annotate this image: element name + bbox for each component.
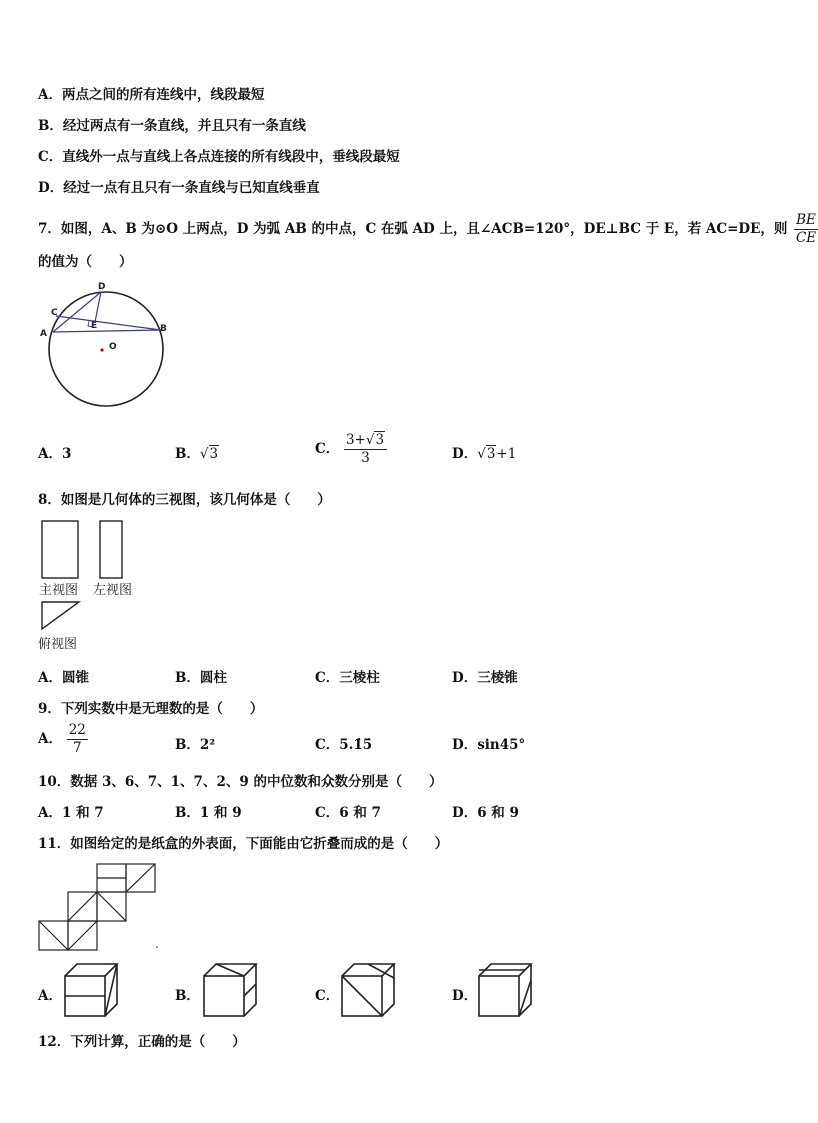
q7-option-c-prefix: C． — [315, 441, 340, 457]
q10-option-a: A．1 和 7 — [38, 805, 104, 821]
point-e-label: E — [91, 321, 98, 331]
q7-option-d-suffix: +1 — [496, 446, 517, 462]
q7-option-b-radicand: 3 — [209, 446, 219, 462]
q11-option-d-cube — [477, 962, 541, 1022]
q9-option-d: D．sin45° — [452, 737, 526, 753]
q11-option-a-cube — [63, 962, 123, 1022]
q11-option-c-cube — [340, 962, 400, 1022]
top-view-label: 俯视图 — [38, 637, 78, 652]
q7-option-d-sqrt: √3 — [477, 446, 496, 462]
q9-option-b: B．2² — [175, 737, 216, 753]
q6-option-a: A．两点之间的所有连线中，线段最短 — [38, 87, 265, 103]
q9-option-a-denominator: 7 — [72, 740, 82, 756]
q7-option-c-numerator — [344, 432, 387, 450]
q11-option-b-label: B． — [175, 988, 200, 1004]
q7-option-b-prefix: B． — [175, 446, 200, 462]
q11-stem: 11．如图给定的是纸盒的外表面，下面能由它折叠而成的是（ ） — [38, 836, 449, 852]
center-dot — [100, 348, 103, 351]
q8-option-c: C．三棱柱 — [315, 670, 380, 686]
q7-circle-figure — [38, 280, 178, 410]
top-view-triangle — [42, 602, 79, 629]
q11-option-b-cube — [202, 962, 262, 1022]
q7-fraction-denominator: CE — [795, 230, 817, 246]
point-b-label: B — [160, 324, 167, 334]
q8-option-a: A．圆锥 — [38, 670, 89, 686]
point-a-label: A — [40, 329, 47, 339]
q11-box-net-figure — [38, 863, 163, 953]
q7-fraction — [794, 212, 818, 247]
q9-option-c: C．5.1̇5̇ — [315, 737, 373, 753]
q9-option-a-prefix: A． — [38, 731, 62, 747]
point-c-label: C — [51, 308, 58, 318]
q7-option-c-sqrt: √3 — [365, 432, 385, 448]
q10-option-c: C．6 和 7 — [315, 805, 381, 821]
net-mark-4 — [97, 892, 126, 921]
q7-stem-line1 — [38, 212, 818, 247]
q7-stem-text: 7．如图，A、B 为⊙O 上两点，D 为弧 AB 的中点，C 在弧 AD 上，且∠ACB=120°，DE⊥BC 于 E，若 AC=DE，则 — [38, 221, 788, 237]
q6-option-d: D．经过一点有且只有一条直线与已知直线垂直 — [38, 180, 320, 196]
q7-option-c — [315, 432, 387, 467]
circle-o — [49, 292, 163, 406]
net-mark-5 — [39, 921, 68, 950]
q11-option-d-label: D． — [452, 988, 478, 1004]
left-view-rect — [100, 521, 122, 578]
point-o-label: O — [109, 342, 117, 352]
q8-three-views-figure — [40, 519, 140, 634]
q6-option-c: C．直线外一点与直线上各点连接的所有线段中，垂线段最短 — [38, 149, 400, 165]
q6-option-b: B．经过两点有一条直线，并且只有一条直线 — [38, 118, 306, 134]
front-view-rect — [42, 521, 78, 578]
net-mark-6 — [68, 921, 97, 950]
q7-option-b — [175, 442, 219, 462]
q7-option-d-radicand: 3 — [486, 446, 496, 462]
q7-option-a: A．3 — [38, 446, 72, 462]
q8-stem: 8．如图是几何体的三视图，该几何体是（ ） — [38, 492, 331, 508]
point-d-label: D — [98, 282, 106, 292]
segment-cb — [56, 316, 161, 330]
q7-stem-line2: 的值为（ ） — [38, 254, 133, 270]
q9-option-a-numerator: 22 — [68, 722, 86, 738]
front-view-label: 主视图 — [39, 583, 79, 598]
q7-option-c-fraction — [344, 432, 387, 467]
q7-option-c-denominator: 3 — [361, 450, 370, 466]
q8-option-d: D．三棱锥 — [452, 670, 518, 686]
q7-option-c-radicand: 3 — [375, 432, 385, 448]
q7-option-d-prefix: D． — [452, 446, 478, 462]
q7-fraction-numerator: BE — [796, 212, 816, 228]
q11-option-a-label: A． — [38, 988, 62, 1004]
net-mark-2 — [126, 864, 155, 892]
q11-option-c-label: C． — [315, 988, 340, 1004]
q10-option-b: B．1 和 9 — [175, 805, 242, 821]
q10-option-d: D．6 和 9 — [452, 805, 519, 821]
q9-option-a — [38, 722, 88, 757]
q7-option-d — [452, 442, 516, 462]
q10-stem: 10．数据 3、6、7、1、7、2、9 的中位数和众数分别是（ ） — [38, 774, 443, 790]
net-mark-3 — [68, 892, 97, 921]
q9-stem: 9．下列实数中是无理数的是（ ） — [38, 701, 264, 717]
left-view-label: 左视图 — [93, 583, 133, 598]
q9-option-a-fraction — [67, 722, 88, 757]
q7-option-b-sqrt: √3 — [199, 446, 219, 462]
q12-stem: 12．下列计算，正确的是（ ） — [38, 1034, 246, 1050]
segment-ab — [53, 330, 161, 332]
q8-option-b: B．圆柱 — [175, 670, 227, 686]
q7-option-c-num-a: 3+ — [345, 432, 366, 448]
